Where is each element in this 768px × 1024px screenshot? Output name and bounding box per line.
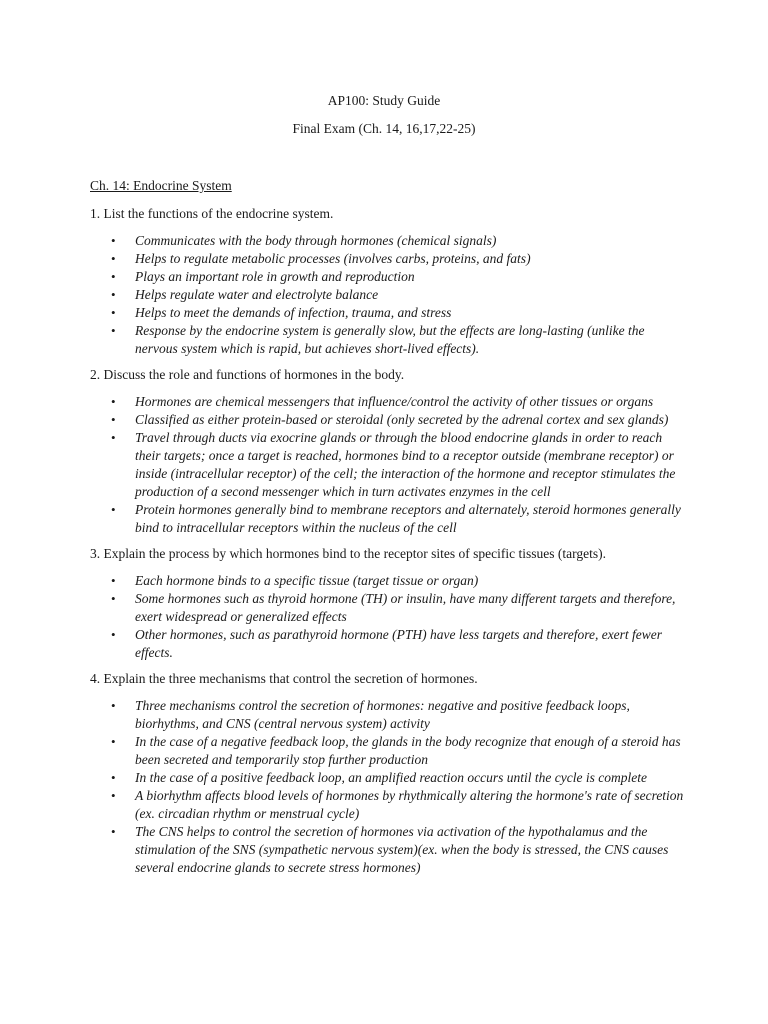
answer-text: Other hormones, such as parathyroid hormone (PTH) have less targets and therefore, exert fewer effects. [135,627,663,660]
bullet-icon: • [111,734,116,749]
answer-item [111,572,690,590]
answer-item [111,232,690,250]
bullet-icon: • [111,394,116,409]
bullet-icon: • [111,698,116,713]
bullet-icon: • [111,323,116,338]
question-block [90,671,690,877]
question-text: 2. Discuss the role and functions of hormones in the body. [90,367,405,382]
answer-item [111,304,690,322]
answer-text: Each hormone binds to a specific tissue (target tissue or organ) [135,573,479,588]
question-block [90,206,690,358]
question-block [90,367,690,537]
answer-item [111,286,690,304]
answer-text: Some hormones such as thyroid hormone (TH) or insulin, have many different targets and therefore, exert widespread or generalized effects [135,591,676,624]
answer-text: A biorhythm affects blood levels of hormones by rhythmically altering the hormone's rate of secretion (ex. circadian rhythm or menstrual cycle) [135,788,684,821]
question-text: 4. Explain the three mechanisms that control the secretion of hormones. [90,671,478,686]
answer-text: Communicates with the body through hormones (chemical signals) [135,233,497,248]
answer-text: Protein hormones generally bind to membrane receptors and alternately, steroid hormones generally bind to intracellular receptors within the nucleus of the cell [135,502,681,535]
answer-text: Response by the endocrine system is generally slow, but the effects are long-lasting (unlike the nervous system which is rapid, but achieves short-lived effects). [135,323,645,356]
bullet-icon: • [111,412,116,427]
bullet-icon: • [111,788,116,803]
bullet-icon: • [111,430,116,445]
question-block [90,546,690,662]
answer-text: In the case of a negative feedback loop, the glands in the body recognize that enough of a steroid has been secreted and temporarily stop further production [135,734,681,767]
answer-text: Classified as either protein-based or steroidal (only secreted by the adrenal cortex and sex glands) [135,412,669,427]
answer-item [111,268,690,286]
answer-text: Three mechanisms control the secretion of hormones: negative and positive feedback loops, biorhythms, and CNS (central nervous system) activity [135,698,630,731]
answer-item [111,411,690,429]
answer-item [111,501,690,537]
answer-text: Plays an important role in growth and reproduction [135,269,415,284]
document-title: AP100: Study Guide [327,93,441,108]
answer-item [111,429,690,501]
bullet-icon: • [111,305,116,320]
chapter-heading: Ch. 14: Endocrine System [90,178,232,193]
question-text: 1. List the functions of the endocrine system. [90,206,334,221]
bullet-icon: • [111,502,116,517]
answer-text: Travel through ducts via exocrine glands or through the blood endocrine glands in order to reach their targets; once a target is reached, hormones bind to a receptor outside (membrane receptor) or inside (intracellular receptor) of the cell; the interaction of the hormone and receptor stimulates the production of a second messenger which in turn activates enzymes in the cell [135,430,676,499]
bullet-icon: • [111,627,116,642]
answer-text: Helps to regulate metabolic processes (involves carbs, proteins, and fats) [135,251,531,266]
question-text: 3. Explain the process by which hormones bind to the receptor sites of specific tissues (targets). [90,546,606,561]
bullet-icon: • [111,269,116,284]
answer-text: Helps to meet the demands of infection, trauma, and stress [135,305,452,320]
answer-item [111,626,690,662]
answer-item [111,769,690,787]
answer-item [111,823,690,877]
bullet-icon: • [111,573,116,588]
question-list [90,206,690,886]
answer-list [90,232,690,358]
answer-item [111,393,690,411]
answer-item [111,250,690,268]
answer-item [111,697,690,733]
bullet-icon: • [111,591,116,606]
answer-list [90,393,690,537]
answer-item [111,787,690,823]
bullet-icon: • [111,287,116,302]
answer-text: Hormones are chemical messengers that influence/control the activity of other tissues or organs [135,394,654,409]
bullet-icon: • [111,233,116,248]
answer-item [111,590,690,626]
bullet-icon: • [111,251,116,266]
answer-item [111,322,690,358]
answer-item [111,733,690,769]
answer-list [90,572,690,662]
answer-text: In the case of a positive feedback loop, an amplified reaction occurs until the cycle is complete [135,770,647,785]
bullet-icon: • [111,824,116,839]
answer-text: The CNS helps to control the secretion of hormones via activation of the hypothalamus and the stimulation of the SNS (sympathetic nervous system)(ex. when the body is stressed, the CNS causes several endocrine glands to secrete stress hormones) [135,824,669,875]
document-subtitle: Final Exam (Ch. 14, 16,17,22-25) [292,121,476,136]
bullet-icon: • [111,770,116,785]
answer-text: Helps regulate water and electrolyte balance [135,287,379,302]
answer-list [90,697,690,877]
